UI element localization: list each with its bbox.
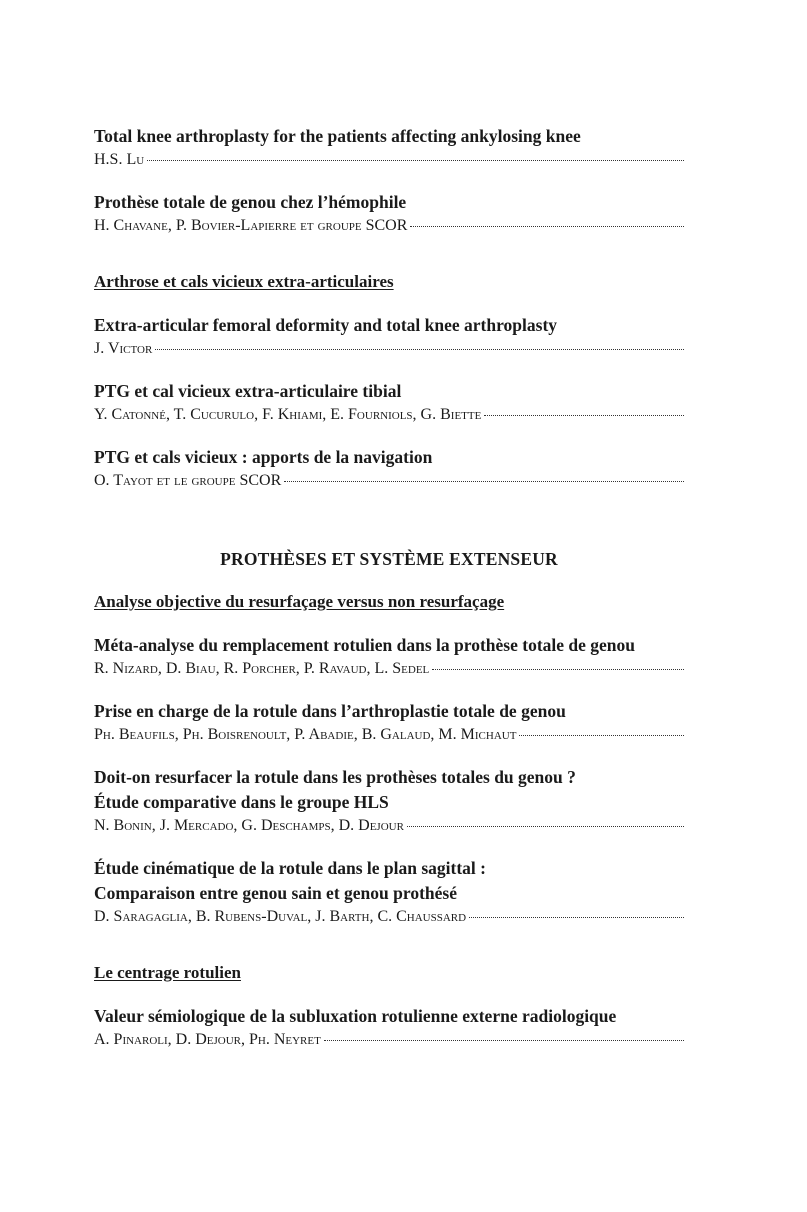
entry-authors: N. Bonin, J. Mercado, G. Deschamps, D. Dejour (94, 817, 404, 834)
entry-authors-line (94, 906, 684, 928)
entry-authors-line (94, 1029, 684, 1051)
entry-title: Total knee arthroplasty for the patients affecting ankylosing knee (94, 126, 581, 146)
entry-authors-line (94, 470, 684, 492)
entry-title: Prise en charge de la rotule dans l’arthroplastie totale de genou (94, 701, 566, 721)
subsection-heading: Arthrose et cals vicieux extra-articulaires (94, 272, 394, 291)
dot-leader (432, 669, 684, 670)
entry-authors: Ph. Beaufils, Ph. Boisrenoult, P. Abadie, B. Galaud, M. Michaut (94, 726, 517, 743)
entry-authors: A. Pinaroli, D. Dejour, Ph. Neyret (94, 1031, 321, 1048)
entry-title: Extra-articular femoral deformity and total knee arthroplasty (94, 315, 558, 335)
entry-title: Valeur sémiologique de la subluxation rotulienne externe radiologique (94, 1006, 617, 1026)
toc-entry (94, 379, 684, 426)
entry-title-line-1: Doit-on resurfacer la rotule dans les prothèses totales du genou ? (94, 767, 576, 787)
toc-entry (94, 190, 684, 237)
dot-leader (484, 415, 684, 416)
toc-entry (94, 765, 684, 837)
entry-authors: J. Victor (94, 340, 153, 357)
entry-authors-line (94, 724, 684, 746)
dot-leader (407, 826, 684, 827)
entry-authors-line (94, 815, 684, 837)
entry-authors-line (94, 658, 684, 680)
section-heading: PROTHÈSES ET SYSTÈME EXTENSEUR (220, 549, 558, 569)
toc-entry (94, 699, 684, 746)
entry-title: Méta-analyse du remplacement rotulien dans la prothèse totale de genou (94, 635, 636, 655)
subsection-heading: Analyse objective du resurfaçage versus non resurfaçage (94, 592, 505, 611)
entry-authors: Y. Catonné, T. Cucurulo, F. Khiami, E. Fourniols, G. Biette (94, 406, 482, 423)
dot-leader (324, 1040, 684, 1041)
entry-title-line-2: Étude comparative dans le groupe HLS (94, 792, 389, 812)
entry-authors: H.S. Lu (94, 151, 145, 168)
dot-leader (519, 735, 684, 736)
entry-authors-line (94, 338, 684, 360)
dot-leader (147, 160, 684, 161)
toc-entry (94, 1004, 684, 1051)
toc-entry (94, 124, 684, 171)
entry-authors-line (94, 215, 684, 237)
entry-authors: R. Nizard, D. Biau, R. Porcher, P. Ravaud, L. Sedel (94, 660, 430, 677)
toc-entry (94, 856, 684, 928)
toc-entry (94, 445, 684, 492)
entry-authors-line (94, 404, 684, 426)
toc-entry (94, 633, 684, 680)
entry-authors-line (94, 149, 684, 171)
entry-title-line-1: Étude cinématique de la rotule dans le plan sagittal : (94, 858, 486, 878)
dot-leader (155, 349, 684, 350)
entry-title: PTG et cals vicieux : apports de la navigation (94, 447, 433, 467)
table-of-contents (94, 124, 684, 1051)
toc-entry (94, 313, 684, 360)
entry-title-line-2: Comparaison entre genou sain et genou prothésé (94, 883, 457, 903)
entry-authors: O. Tayot et le groupe SCOR (94, 472, 282, 489)
dot-leader (284, 481, 684, 482)
entry-authors: H. Chavane, P. Bovier-Lapierre et groupe SCOR (94, 217, 408, 234)
entry-title: Prothèse totale de genou chez l’hémophile (94, 192, 407, 212)
dot-leader (410, 226, 684, 227)
entry-title: PTG et cal vicieux extra-articulaire tibial (94, 381, 402, 401)
dot-leader (469, 917, 684, 918)
entry-authors: D. Saragaglia, B. Rubens-Duval, J. Barth, C. Chaussard (94, 908, 467, 925)
subsection-heading: Le centrage rotulien (94, 963, 241, 982)
